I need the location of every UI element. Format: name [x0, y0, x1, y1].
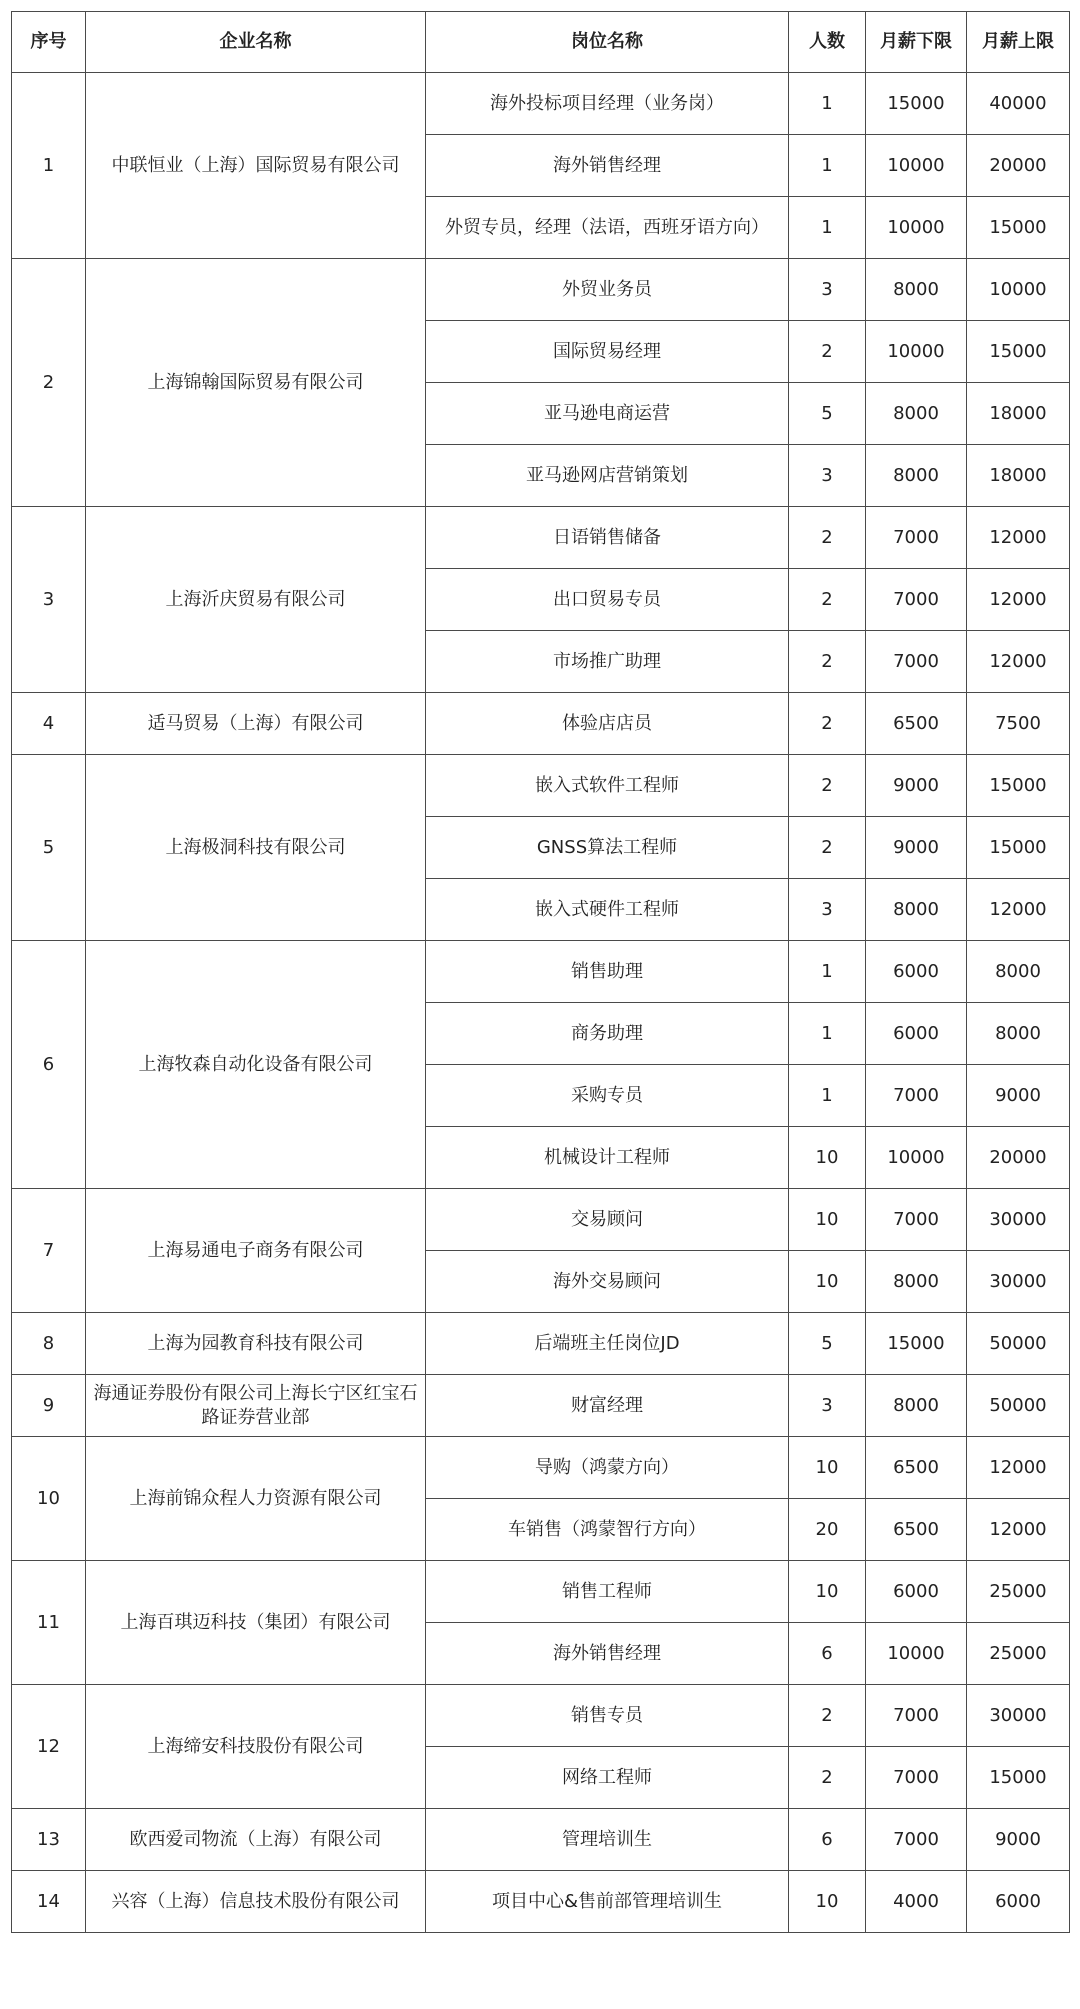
headcount: 3	[789, 259, 866, 321]
salary-min: 10000	[866, 1623, 967, 1685]
row-index: 10	[12, 1437, 86, 1561]
position-title: 出口贸易专员	[426, 569, 789, 631]
salary-min: 10000	[866, 321, 967, 383]
row-index: 11	[12, 1561, 86, 1685]
salary-max: 15000	[967, 755, 1070, 817]
company-name: 上海极洞科技有限公司	[86, 755, 426, 941]
salary-max: 9000	[967, 1809, 1070, 1871]
table-row	[12, 1809, 1070, 1871]
salary-min: 10000	[866, 1127, 967, 1189]
table-row	[12, 507, 1070, 569]
position-title: 外贸业务员	[426, 259, 789, 321]
position-title: 机械设计工程师	[426, 1127, 789, 1189]
company-name: 上海前锦众程人力资源有限公司	[86, 1437, 426, 1561]
salary-max: 7500	[967, 693, 1070, 755]
row-index: 13	[12, 1809, 86, 1871]
row-index: 9	[12, 1375, 86, 1437]
salary-max: 15000	[967, 817, 1070, 879]
headcount: 2	[789, 569, 866, 631]
salary-min: 9000	[866, 817, 967, 879]
company-name: 上海百琪迈科技（集团）有限公司	[86, 1561, 426, 1685]
company-name: 上海牧森自动化设备有限公司	[86, 941, 426, 1189]
position-title: 销售专员	[426, 1685, 789, 1747]
company-name: 上海缔安科技股份有限公司	[86, 1685, 426, 1809]
position-title: 海外销售经理	[426, 135, 789, 197]
row-index: 14	[12, 1871, 86, 1933]
salary-max: 25000	[967, 1623, 1070, 1685]
position-title: 市场推广助理	[426, 631, 789, 693]
headcount: 5	[789, 383, 866, 445]
salary-max: 20000	[967, 135, 1070, 197]
position-title: 海外投标项目经理（业务岗）	[426, 73, 789, 135]
position-title: 销售工程师	[426, 1561, 789, 1623]
salary-min: 6500	[866, 1499, 967, 1561]
headcount: 1	[789, 941, 866, 1003]
header-company: 企业名称	[86, 12, 426, 73]
headcount: 10	[789, 1251, 866, 1313]
salary-max: 8000	[967, 941, 1070, 1003]
position-title: 财富经理	[426, 1375, 789, 1437]
headcount: 2	[789, 1747, 866, 1809]
salary-max: 15000	[967, 197, 1070, 259]
headcount: 10	[789, 1127, 866, 1189]
salary-max: 12000	[967, 1499, 1070, 1561]
headcount: 1	[789, 73, 866, 135]
headcount: 3	[789, 1375, 866, 1437]
headcount: 1	[789, 197, 866, 259]
job-table	[11, 11, 1070, 1933]
salary-max: 25000	[967, 1561, 1070, 1623]
row-index: 8	[12, 1313, 86, 1375]
table-row	[12, 941, 1070, 1003]
salary-min: 7000	[866, 631, 967, 693]
salary-min: 10000	[866, 135, 967, 197]
salary-min: 6000	[866, 941, 967, 1003]
salary-min: 4000	[866, 1871, 967, 1933]
salary-max: 10000	[967, 259, 1070, 321]
salary-min: 6000	[866, 1003, 967, 1065]
salary-min: 15000	[866, 73, 967, 135]
row-index: 1	[12, 73, 86, 259]
headcount: 6	[789, 1623, 866, 1685]
header-count: 人数	[789, 12, 866, 73]
salary-min: 6500	[866, 693, 967, 755]
table-row	[12, 1189, 1070, 1251]
company-name: 上海为园教育科技有限公司	[86, 1313, 426, 1375]
position-title: GNSS算法工程师	[426, 817, 789, 879]
table-row	[12, 1871, 1070, 1933]
row-index: 3	[12, 507, 86, 693]
company-name: 上海易通电子商务有限公司	[86, 1189, 426, 1313]
position-title: 外贸专员，经理（法语，西班牙语方向）	[426, 197, 789, 259]
salary-max: 12000	[967, 631, 1070, 693]
salary-max: 50000	[967, 1375, 1070, 1437]
row-index: 2	[12, 259, 86, 507]
position-title: 商务助理	[426, 1003, 789, 1065]
salary-min: 15000	[866, 1313, 967, 1375]
salary-max: 50000	[967, 1313, 1070, 1375]
salary-min: 7000	[866, 569, 967, 631]
salary-max: 12000	[967, 1437, 1070, 1499]
table-header-row	[12, 12, 1070, 73]
position-title: 亚马逊网店营销策划	[426, 445, 789, 507]
position-title: 采购专员	[426, 1065, 789, 1127]
position-title: 海外销售经理	[426, 1623, 789, 1685]
salary-min: 7000	[866, 507, 967, 569]
headcount: 2	[789, 693, 866, 755]
headcount: 1	[789, 1065, 866, 1127]
salary-min: 7000	[866, 1809, 967, 1871]
table-body	[12, 73, 1070, 1933]
headcount: 3	[789, 879, 866, 941]
salary-max: 30000	[967, 1189, 1070, 1251]
salary-max: 40000	[967, 73, 1070, 135]
position-title: 交易顾问	[426, 1189, 789, 1251]
position-title: 管理培训生	[426, 1809, 789, 1871]
company-name: 上海沂庆贸易有限公司	[86, 507, 426, 693]
salary-max: 15000	[967, 321, 1070, 383]
table-row	[12, 693, 1070, 755]
position-title: 网络工程师	[426, 1747, 789, 1809]
salary-min: 10000	[866, 197, 967, 259]
company-name: 欧西爱司物流（上海）有限公司	[86, 1809, 426, 1871]
salary-max: 15000	[967, 1747, 1070, 1809]
header-salary-min: 月薪下限	[866, 12, 967, 73]
salary-min: 7000	[866, 1685, 967, 1747]
salary-max: 9000	[967, 1065, 1070, 1127]
salary-min: 8000	[866, 1375, 967, 1437]
headcount: 1	[789, 1003, 866, 1065]
headcount: 2	[789, 507, 866, 569]
headcount: 10	[789, 1871, 866, 1933]
row-index: 4	[12, 693, 86, 755]
salary-min: 7000	[866, 1189, 967, 1251]
salary-min: 7000	[866, 1065, 967, 1127]
position-title: 车销售（鸿蒙智行方向）	[426, 1499, 789, 1561]
position-title: 销售助理	[426, 941, 789, 1003]
headcount: 10	[789, 1189, 866, 1251]
salary-min: 8000	[866, 879, 967, 941]
salary-max: 30000	[967, 1685, 1070, 1747]
salary-max: 6000	[967, 1871, 1070, 1933]
position-title: 国际贸易经理	[426, 321, 789, 383]
salary-min: 6000	[866, 1561, 967, 1623]
headcount: 5	[789, 1313, 866, 1375]
headcount: 20	[789, 1499, 866, 1561]
table-row	[12, 1437, 1070, 1499]
salary-min: 9000	[866, 755, 967, 817]
headcount: 2	[789, 817, 866, 879]
salary-max: 12000	[967, 879, 1070, 941]
salary-max: 12000	[967, 569, 1070, 631]
row-index: 6	[12, 941, 86, 1189]
position-title: 体验店店员	[426, 693, 789, 755]
header-index: 序号	[12, 12, 86, 73]
job-listing-sheet	[11, 11, 1070, 1933]
header-salary-max: 月薪上限	[967, 12, 1070, 73]
headcount: 2	[789, 1685, 866, 1747]
headcount: 2	[789, 321, 866, 383]
salary-min: 8000	[866, 1251, 967, 1313]
company-name: 适马贸易（上海）有限公司	[86, 693, 426, 755]
table-row	[12, 755, 1070, 817]
table-row	[12, 73, 1070, 135]
salary-min: 7000	[866, 1747, 967, 1809]
table-row	[12, 1561, 1070, 1623]
headcount: 2	[789, 755, 866, 817]
table-row	[12, 1685, 1070, 1747]
salary-min: 8000	[866, 259, 967, 321]
headcount: 2	[789, 631, 866, 693]
salary-max: 30000	[967, 1251, 1070, 1313]
position-title: 海外交易顾问	[426, 1251, 789, 1313]
row-index: 12	[12, 1685, 86, 1809]
company-name: 中联恒业（上海）国际贸易有限公司	[86, 73, 426, 259]
headcount: 3	[789, 445, 866, 507]
table-row	[12, 1375, 1070, 1437]
salary-max: 12000	[967, 507, 1070, 569]
company-name: 兴容（上海）信息技术股份有限公司	[86, 1871, 426, 1933]
header-position: 岗位名称	[426, 12, 789, 73]
row-index: 5	[12, 755, 86, 941]
salary-min: 8000	[866, 445, 967, 507]
headcount: 10	[789, 1437, 866, 1499]
salary-min: 8000	[866, 383, 967, 445]
salary-max: 20000	[967, 1127, 1070, 1189]
salary-max: 18000	[967, 383, 1070, 445]
headcount: 6	[789, 1809, 866, 1871]
salary-max: 8000	[967, 1003, 1070, 1065]
headcount: 1	[789, 135, 866, 197]
table-row	[12, 1313, 1070, 1375]
position-title: 亚马逊电商运营	[426, 383, 789, 445]
row-index: 7	[12, 1189, 86, 1313]
position-title: 项目中心&售前部管理培训生	[426, 1871, 789, 1933]
company-name: 上海锦翰国际贸易有限公司	[86, 259, 426, 507]
position-title: 后端班主任岗位JD	[426, 1313, 789, 1375]
position-title: 嵌入式硬件工程师	[426, 879, 789, 941]
position-title: 导购（鸿蒙方向）	[426, 1437, 789, 1499]
salary-max: 18000	[967, 445, 1070, 507]
position-title: 日语销售储备	[426, 507, 789, 569]
headcount: 10	[789, 1561, 866, 1623]
table-row	[12, 259, 1070, 321]
salary-min: 6500	[866, 1437, 967, 1499]
position-title: 嵌入式软件工程师	[426, 755, 789, 817]
company-name: 海通证券股份有限公司上海长宁区红宝石路证券营业部	[86, 1375, 426, 1437]
